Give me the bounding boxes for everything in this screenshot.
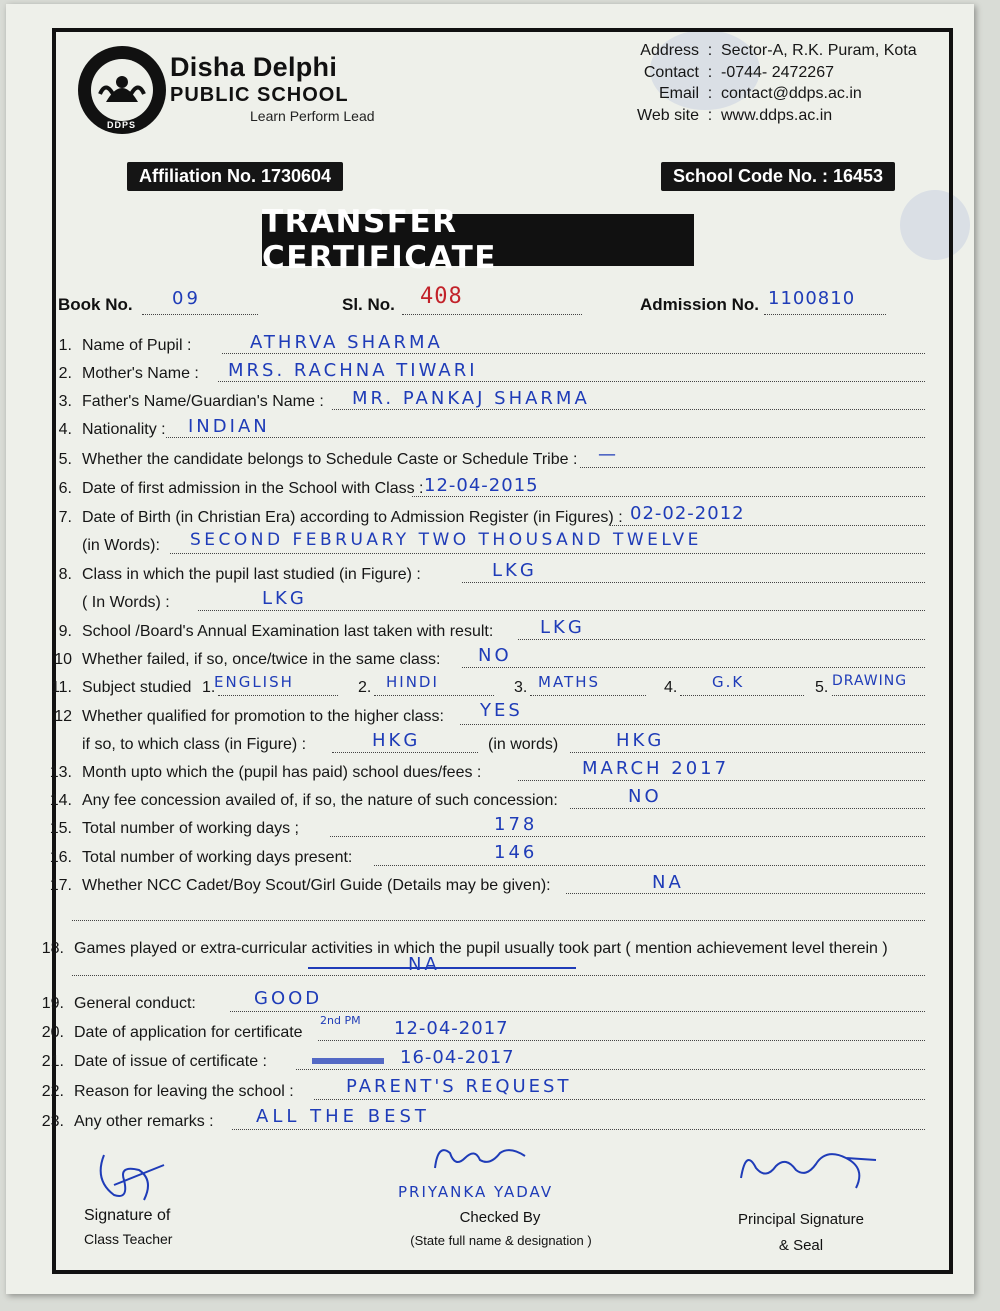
field-4-line [166,437,925,438]
field-4-label: 4. Nationality : [58,421,166,438]
serial-no-value: 408 [420,284,463,309]
field-14-line [570,808,925,809]
school-name: Disha Delphi [170,52,338,82]
field-15-line [330,836,925,837]
principal-label-1: Principal Signature [738,1211,864,1228]
field-21-scribble [312,1058,384,1064]
certificate-title: TRANSFER CERTIFICATE [262,214,694,266]
field-22-line [314,1099,925,1100]
subject-4-line [680,695,804,696]
promotion-words-label: (in words) [488,736,559,753]
promotion-words-line [570,752,925,753]
subject-3-value: MATHS [538,673,601,691]
field-13-line [518,780,925,781]
admission-no-line [764,314,886,315]
admission-no-label: Admission No. [640,295,760,314]
subject-4-value: G.K [712,673,745,691]
school-tagline: Learn Perform Lead [250,108,375,124]
field-1-line [222,353,925,354]
field-13-label: 13. Month upto which the (pupil has paid) school dues/fees : [49,764,482,781]
field-14-value: NO [628,786,662,807]
field-8-words-line [198,610,925,611]
serial-no-line [402,314,582,315]
checked-by-note: (State full name & designation ) [410,1233,592,1248]
field-6-line [412,496,925,497]
class-teacher-label-1: Signature of [84,1207,171,1224]
field-23-line [232,1129,925,1130]
field-6-label: 6. Date of first admission in the School with Class : [58,480,424,497]
class-teacher-signature [84,1140,184,1210]
field-12-value: YES [480,700,523,721]
field-20-prefix: 2nd PM [320,1014,361,1027]
field-9-value: LKG [540,617,585,638]
field-2-label: 2. Mother's Name : [58,365,199,382]
field-8-label: 8. Class in which the pupil last studied (in Figure) : [58,566,421,583]
field-12-label: 12 Whether qualified for promotion to the higher class: [54,708,444,725]
subject-2-num: 2. [358,679,372,696]
field-12-line [460,724,925,725]
field-5-value: — [598,444,619,465]
field-8-words-label: ( In Words) : [82,594,170,611]
book-no-line [142,314,258,315]
field-22-value: PARENT'S REQUEST [346,1076,572,1097]
field-3-label: 3. Father's Name/Guardian's Name : [58,393,324,410]
contact-block: Address : Sector-A, R.K. Puram, Kota Contact : -0744- 2472267 Email : contact@ddps.ac.in Web site : www.ddps.ac.in [637,42,917,124]
field-16-label: 16. Total number of working days present: [49,849,353,866]
field-15-value: 178 [494,814,538,835]
field-15-label: 15. Total number of working days ; [49,820,299,837]
logo-ring-text: DDPS [107,120,137,130]
field-11-label: 11. Subject studied [50,679,192,696]
field-6-value: 12-04-2015 [424,475,539,496]
field-16-line [374,865,925,866]
field-8-line [462,582,925,583]
field-18-line [72,975,925,976]
field-12b-label: if so, to which class (in Figure) : [82,736,307,753]
field-13-value: MARCH 2017 [582,758,730,779]
field-18-label: 18. Games played or extra-curricular activities in which the pupil usually took part ( mention achievement level therein ) [41,940,888,957]
field-20-label: 20. Date of application for certificate [41,1024,303,1041]
field-19-value: GOOD [254,988,323,1009]
class-teacher-label-2: Class Teacher [84,1231,173,1247]
field-10-label: 10 Whether failed, if so, once/twice in the same class: [54,651,441,668]
admission-no-value: 1100810 [768,288,856,309]
field-7-label: 7. Date of Birth (in Christian Era) according to Admission Register (in Figures) : [58,509,623,526]
field-8-words-value: LKG [262,588,307,609]
subject-5-line [832,695,925,696]
field-17-line [566,893,925,894]
field-19-line [230,1011,925,1012]
field-20-value: 12-04-2017 [394,1018,509,1039]
subject-5-num: 5. [815,679,829,696]
field-10-value: NO [478,645,512,666]
checked-by-label: Checked By [459,1209,541,1226]
field-9-label: 9. School /Board's Annual Examination last taken with result: [58,623,494,640]
subject-5-value: DRAWING [832,673,908,689]
checker-signature [430,1138,540,1178]
field-9-line [518,639,925,640]
field-8-value: LKG [492,560,537,581]
field-12b-line [332,752,478,753]
principal-label-2: & Seal [778,1237,824,1254]
field-21-value: 16-04-2017 [400,1047,515,1068]
subject-1-line [218,695,338,696]
field-2-line [218,381,925,382]
subject-1-num: 1. [202,679,216,696]
subject-2-value: HINDI [386,673,439,691]
field-21-line [296,1069,925,1070]
field-17-value: NA [652,872,684,893]
field-12b-value: HKG [372,730,421,751]
field-7-value: 02-02-2012 [630,503,745,524]
field-4-value: INDIAN [188,416,270,437]
book-no-label: Book No. [58,295,133,314]
field-2-value: MRS. RACHNA TIWARI [228,360,478,381]
subject-3-line [530,695,646,696]
field-7-words-label: (in Words): [82,537,160,554]
serial-no-label: Sl. No. [342,295,395,314]
field-3-line [332,409,925,410]
subject-3-num: 3. [514,679,528,696]
field-1-value: ATHRVA SHARMA [250,332,443,353]
field-5-label: 5. Whether the candidate belongs to Schedule Caste or Schedule Tribe : [58,451,578,468]
field-17-extra-line [72,920,925,921]
field-23-label: 23. Any other remarks : [41,1113,214,1130]
field-7-line [610,525,925,526]
field-23-value: ALL THE BEST [256,1106,430,1127]
book-no-value: 09 [172,288,201,309]
promotion-words-value: HKG [616,730,665,751]
field-19-label: 19. General conduct: [41,995,196,1012]
checker-name: PRIYANKA YADAV [398,1183,554,1201]
field-16-value: 146 [494,842,538,863]
field-10-line [462,667,925,668]
field-7-words-value: SECOND FEBRUARY TWO THOUSAND TWELVE [190,530,702,550]
school-code-badge: School Code No. : 16453 [661,162,895,191]
field-1-label: 1. Name of Pupil : [58,337,192,354]
field-18-strike [308,967,576,969]
field-22-label: 22. Reason for leaving the school : [41,1083,294,1100]
subject-4-num: 4. [664,679,678,696]
school-name-line2: PUBLIC SCHOOL [170,84,349,106]
field-5-line [580,467,925,468]
field-17-label: 17. Whether NCC Cadet/Boy Scout/Girl Guide (Details may be given): [49,877,551,894]
field-3-value: MR. PANKAJ SHARMA [352,388,590,409]
affiliation-badge: Affiliation No. 1730604 [127,162,343,191]
field-18-value: NA [408,954,440,975]
subject-1-value: ENGLISH [214,673,294,691]
field-7-words-line [170,553,925,554]
field-20-line [318,1040,925,1041]
field-21-label: 21. Date of issue of certificate : [41,1053,267,1070]
principal-signature [736,1138,886,1194]
field-14-label: 14. Any fee concession availed of, if so, the nature of such concession: [49,792,558,809]
subject-2-line [374,695,494,696]
